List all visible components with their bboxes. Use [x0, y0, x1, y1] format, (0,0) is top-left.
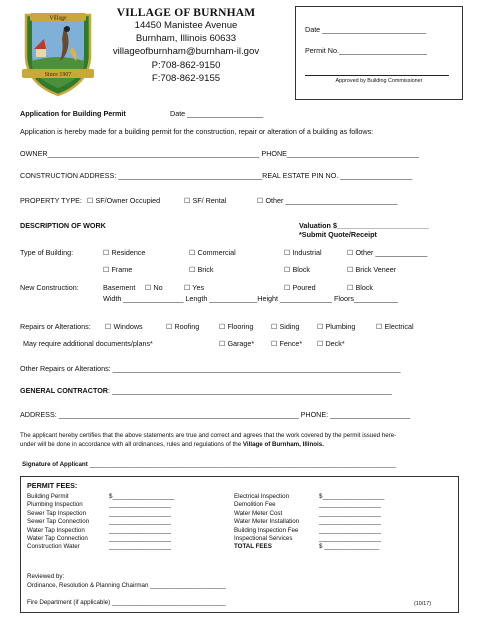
property-option-other[interactable]: ☐ Other ____________________________ [257, 196, 398, 205]
office-use-box [295, 6, 463, 100]
permit-number-field[interactable]: Permit No.______________________ [305, 46, 427, 55]
basement-yes-checkbox[interactable]: ☐ Yes [184, 283, 205, 292]
basement-poured-checkbox[interactable]: ☐ Poured [284, 283, 316, 292]
repairs-label: Repairs or Alterations: [20, 322, 91, 331]
fee-amount-field-right[interactable]: $ ________________ [319, 543, 380, 551]
description-heading: DESCRIPTION OF WORK [20, 221, 106, 230]
seal-text-top: Village [49, 15, 67, 22]
type-of-building-label: Type of Building: [20, 248, 74, 257]
general-contractor-heading: GENERAL CONTRACTOR [20, 386, 108, 395]
approval-signature-line[interactable] [305, 75, 449, 76]
property-option-owner-occupied[interactable]: ☐ SF/Owner Occupied [87, 196, 161, 205]
fee-label-right: Inspectional Services [234, 535, 293, 542]
certification-village-name: Village of Burnham, Illinois. [242, 441, 324, 448]
fee-amount-field-left[interactable]: __________________ [109, 526, 171, 534]
type-frame-checkbox[interactable]: ☐ Frame [103, 265, 133, 274]
new-construction-label: New Construction: [20, 283, 79, 292]
ordinance-chairman-field[interactable]: Ordinance, Resolution & Planning Chairman ______________________ [27, 582, 226, 589]
other-repairs-field[interactable]: Other Repairs or Alterations: ________________________________________________________________________ [20, 364, 401, 373]
signature-field[interactable]: _________________________________________________________________________________________ [87, 461, 396, 468]
form-revision-code: (10/17) [414, 601, 432, 607]
fee-amount-field-left[interactable]: __________________ [109, 509, 171, 517]
additional-docs-note: May require additional documents/plans* [23, 339, 153, 348]
construction-address-field[interactable]: CONSTRUCTION ADDRESS: ____________________________________REAL ESTATE PIN NO. __________________ [20, 171, 413, 180]
property-option-rental[interactable]: ☐ SF/ Rental [184, 196, 227, 205]
fee-label-right: Water Meter Cost [234, 509, 283, 517]
repair-windows-checkbox[interactable]: ☐ Windows [105, 322, 143, 331]
fire-department-field[interactable]: Fire Department (if applicable) _________________________________ [27, 599, 226, 606]
village-fax: F:708-862-9155 [151, 72, 221, 84]
fee-label-left: Construction Water [27, 543, 80, 551]
basement-no-checkbox[interactable]: ☐ No [145, 283, 163, 292]
fee-label-right: Water Meter Installation [234, 518, 300, 526]
fee-amount-field-left[interactable]: __________________ [109, 535, 171, 542]
repair-garage-checkbox[interactable]: ☐ Garage* [219, 339, 255, 348]
type-industrial-checkbox[interactable]: ☐ Industrial [284, 248, 322, 257]
type-brick-checkbox[interactable]: ☐ Brick [189, 265, 214, 274]
type-commercial-checkbox[interactable]: ☐ Commercial [189, 248, 236, 257]
repair-plumbing-checkbox[interactable]: ☐ Plumbing [317, 322, 356, 331]
application-date-field[interactable]: Date ___________________ [170, 109, 264, 118]
fee-label-right: TOTAL FEES [234, 543, 272, 551]
fee-label-left: Water Tap Connection [27, 535, 88, 542]
basement-block-checkbox[interactable]: ☐ Block [347, 283, 374, 292]
approved-by-label: Approved by Building Commissioner [335, 78, 423, 84]
fee-amount-field-right[interactable]: __________________ [319, 509, 381, 517]
village-header [106, 7, 266, 85]
fee-amount-field-left[interactable]: __________________ [109, 518, 171, 526]
contractor-address-phone-field[interactable]: ADDRESS: ____________________________________________________________ PHONE: ____________________ [20, 410, 411, 419]
village-phone: P:708-862-9150 [151, 59, 221, 71]
repair-fence-checkbox[interactable]: ☐ Fence* [271, 339, 303, 348]
office-date-field[interactable]: Date __________________________ [305, 25, 427, 34]
fee-label-right: Electrical Inspection [234, 493, 290, 500]
certification-line-1: The applicant hereby certifies that the above statements are true and correct and agrees that the work covered by the permit issued here- [20, 432, 397, 439]
general-contractor-field[interactable]: : ______________________________________________________________________ [107, 386, 392, 395]
fee-amount-field-right[interactable]: __________________ [319, 518, 381, 526]
submit-quote-note: *Submit Quote/Receipt [299, 230, 377, 239]
type-brick-veneer-checkbox[interactable]: ☐ Brick Veneer [347, 265, 397, 274]
basement-label: Basement [103, 283, 136, 292]
permit-fees-box [20, 476, 459, 613]
repair-deck-checkbox[interactable]: ☐ Deck* [317, 339, 345, 348]
certification-line-2: under will be done in accordance with all ordinances, rules and regulations of the [20, 441, 243, 448]
fee-label-right: Demolition Fee [234, 501, 276, 509]
fee-label-right: Building Inspection Fee [234, 526, 299, 534]
village-name: VILLAGE OF BURNHAM [116, 7, 256, 19]
type-block-checkbox[interactable]: ☐ Block [284, 265, 311, 274]
repair-siding-checkbox[interactable]: ☐ Siding [271, 322, 300, 331]
repair-flooring-checkbox[interactable]: ☐ Flooring [219, 322, 254, 331]
type-residence-checkbox[interactable]: ☐ Residence [103, 248, 146, 257]
fee-amount-field-right[interactable]: __________________ [319, 535, 381, 542]
fee-label-left: Building Permit [27, 493, 69, 500]
village-address-2: Burnham, Illinois 60633 [135, 33, 237, 45]
type-other-checkbox[interactable]: ☐ Other _____________ [347, 248, 428, 257]
fee-amount-field-left[interactable]: __________________ [109, 543, 171, 551]
fee-amount-field-right[interactable]: $__________________ [319, 493, 385, 500]
fee-amount-field-left[interactable]: __________________ [109, 501, 171, 509]
property-type-label: PROPERTY TYPE: [20, 196, 82, 205]
signature-label: Signature of Applicant [22, 461, 88, 468]
repair-roofing-checkbox[interactable]: ☐ Roofing [166, 322, 200, 331]
dimensions-fields[interactable]: Width _______________ Length ____________Height _____________ Floors___________ [103, 294, 398, 303]
owner-phone-field[interactable]: OWNER_____________________________________________________ PHONE_________________________________ [20, 149, 419, 158]
repair-electrical-checkbox[interactable]: ☐ Electrical [376, 322, 414, 331]
permit-fees-title: PERMIT FEES: [27, 481, 78, 490]
seal-text-bottom: Since 1907 [44, 72, 72, 78]
fee-label-left: Plumbing Inspection [27, 501, 83, 509]
application-title: Application for Building Permit [20, 109, 126, 118]
village-seal-logo [20, 9, 96, 97]
fee-label-left: Sewer Tap Inspection [27, 509, 87, 517]
valuation-field[interactable]: Valuation $_______________________ [299, 221, 429, 230]
village-email: villageofburnham@burnham-il.gov [112, 46, 260, 58]
village-address-1: 14450 Manistee Avenue [134, 20, 238, 31]
fee-label-left: Water Tap Inspection [27, 526, 85, 534]
fee-amount-field-right[interactable]: __________________ [319, 501, 381, 509]
reviewed-by-label: Reviewed by: [27, 573, 65, 580]
fee-amount-field-left[interactable]: $__________________ [109, 493, 175, 500]
application-intro: Application is hereby made for a building permit for the construction, repair or alteration of a building as follows: [20, 127, 374, 136]
fee-amount-field-right[interactable]: __________________ [319, 526, 381, 534]
fee-label-left: Sewer Tap Connection [27, 518, 90, 526]
